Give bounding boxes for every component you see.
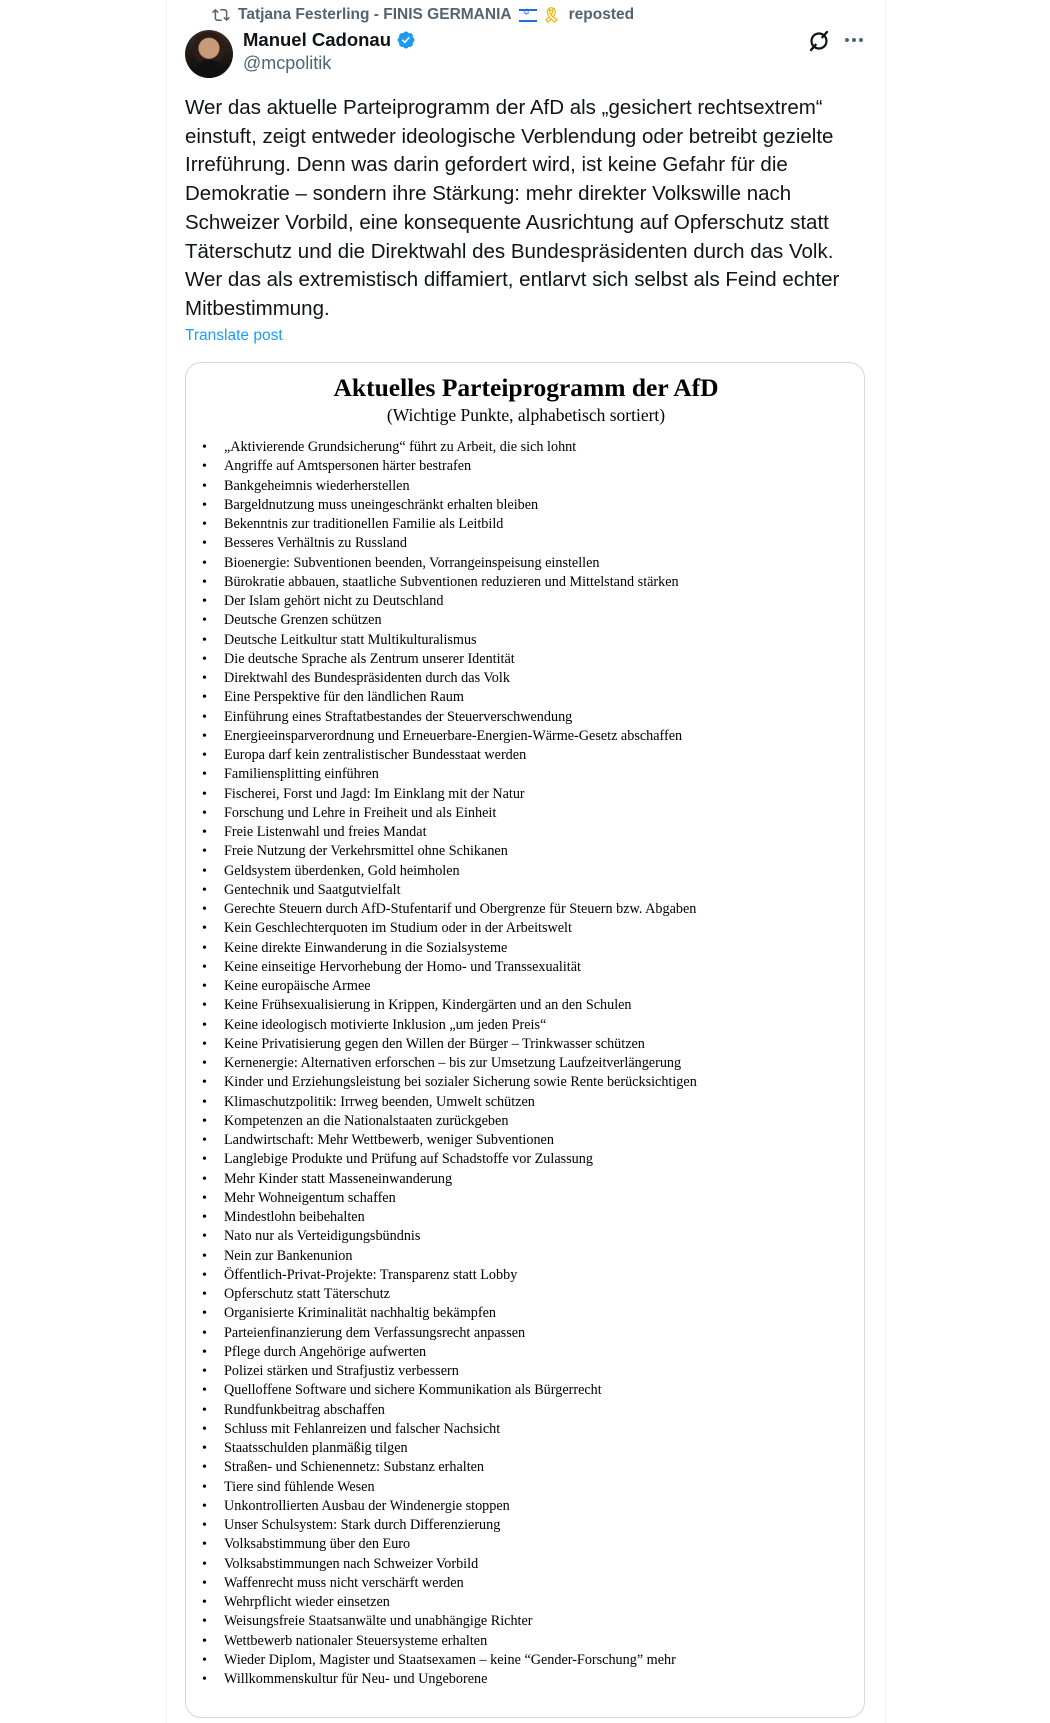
list-item: • Kompetenzen an die Nationalstaaten zurückgeben	[200, 1112, 697, 1131]
list-item: • Forschung und Lehre in Freiheit und als Einheit	[200, 804, 697, 823]
list-item: • Energieeinsparverordnung und Erneuerbare-Energien-Wärme-Gesetz abschaffen	[200, 727, 697, 746]
list-item: • Wieder Diplom, Magister und Staatsexamen – keine “Gender-Forschung” mehr	[200, 1651, 697, 1670]
list-item: • Wehrpflicht wieder einsetzen	[200, 1593, 697, 1612]
list-item: • Familiensplitting einführen	[200, 765, 697, 784]
tweet-media-image[interactable]	[185, 362, 865, 1718]
verified-badge-icon[interactable]	[396, 30, 416, 50]
tweet-text: Wer das aktuelle Parteiprogramm der AfD als „gesichert rechtsextrem“ einstuft, zeigt entweder ideologische Verblendung oder betreibt gezielte Irreführung. Denn was darin gefordert wird, ist keine Gefahr für die Demokratie – sondern ihre Stärkung: mehr direkter Volkswille nach Schweizer Vorbild, eine konsequente Ausrichtung auf Opferschutz statt Täterschutz und die Direktwahl des Bundespräsidenten durch das Volk. Wer das als extremistisch diffamiert, entlarvt sich selbst als Feind echter Mitbestimmung.	[185, 96, 840, 320]
list-item: • Öffentlich-Privat-Projekte: Transparenz statt Lobby	[200, 1266, 697, 1285]
list-item: • Langlebige Produkte und Prüfung auf Schadstoffe vor Zulassung	[200, 1150, 697, 1169]
list-item: • Keine Privatisierung gegen den Willen der Bürger – Trinkwasser schützen	[200, 1035, 697, 1054]
list-item: • Tiere sind fühlende Wesen	[200, 1478, 697, 1497]
list-item: • Deutsche Leitkultur statt Multikulturalismus	[200, 631, 697, 650]
list-item: • Parteienfinanzierung dem Verfassungsrecht anpassen	[200, 1324, 697, 1343]
repost-icon	[212, 6, 230, 24]
list-item: • Einführung eines Straftatbestandes der Steuerverschwendung	[200, 708, 697, 727]
list-item: • Gerechte Steuern durch AfD-Stufentarif und Obergrenze für Steuern bzw. Abgaben	[200, 900, 697, 919]
list-item: • Keine Frühsexualisierung in Krippen, Kindergärten und an den Schulen	[200, 996, 697, 1015]
list-item: • Polizei stärken und Strafjustiz verbessern	[200, 1362, 697, 1381]
document-subtitle: (Wichtige Punkte, alphabetisch sortiert)	[386, 405, 666, 425]
author-name-text: Manuel Cadonau	[243, 29, 392, 50]
repost-indicator[interactable]	[212, 4, 634, 26]
list-item: • Bioenergie: Subventionen beenden, Vorrangeinspeisung einstellen	[200, 554, 697, 573]
list-item: • Wettbewerb nationaler Steuersysteme erhalten	[200, 1632, 697, 1651]
list-item: • Mehr Wohneigentum schaffen	[200, 1189, 697, 1208]
list-item: • Bürokratie abbauen, staatliche Subventionen reduzieren und Mittelstand stärken	[200, 573, 697, 592]
israel-flag-icon	[519, 9, 537, 22]
list-item: • Kein Geschlechterquoten im Studium oder in der Arbeitswelt	[200, 919, 697, 938]
list-item: • Pflege durch Angehörige aufwerten	[200, 1343, 697, 1362]
list-item: • Waffenrecht muss nicht verschärft werden	[200, 1574, 697, 1593]
repost-label: reposted	[568, 6, 635, 23]
reposter-name-text: Tatjana Festerling - FINIS GERMANIA	[238, 6, 512, 23]
list-item: • Keine direkte Einwanderung in die Sozialsysteme	[200, 939, 697, 958]
list-item: • Unser Schulsystem: Stark durch Differenzierung	[200, 1516, 697, 1535]
program-points-list	[200, 438, 697, 1689]
list-item: • Nato nur als Verteidigungsbündnis	[200, 1227, 697, 1246]
list-item: • Mehr Kinder statt Masseneinwanderung	[200, 1170, 697, 1189]
list-item: • Staatsschulden planmäßig tilgen	[200, 1439, 697, 1458]
author-handle[interactable]: @mcpolitik	[243, 53, 332, 73]
list-item: • „Aktivierende Grundsicherung“ führt zu Arbeit, die sich lohnt	[200, 438, 697, 457]
list-item: • Organisierte Kriminalität nachhaltig bekämpfen	[200, 1304, 697, 1323]
list-item: • Volksabstimmung über den Euro	[200, 1535, 697, 1554]
list-item: • Der Islam gehört nicht zu Deutschland	[200, 592, 697, 611]
list-item: • Opferschutz statt Täterschutz	[200, 1285, 697, 1304]
list-item: • Klimaschutzpolitik: Irrweg beenden, Umwelt schützen	[200, 1093, 697, 1112]
list-item: • Die deutsche Sprache als Zentrum unserer Identität	[200, 650, 697, 669]
list-item: • Weisungsfreie Staatsanwälte und unabhängige Richter	[200, 1612, 697, 1631]
list-item: • Direktwahl des Bundespräsidenten durch das Volk	[200, 669, 697, 688]
list-item: • Europa darf kein zentralistischer Bundesstaat werden	[200, 746, 697, 765]
list-item: • Geldsystem überdenken, Gold heimholen	[200, 862, 697, 881]
list-item: • Landwirtschaft: Mehr Wettbewerb, weniger Subventionen	[200, 1131, 697, 1150]
list-item: • Quelloffene Software und sichere Kommunikation als Bürgerrecht	[200, 1381, 697, 1400]
author-name[interactable]	[243, 29, 416, 51]
list-item: • Mindestlohn beibehalten	[200, 1208, 697, 1227]
yellow-ribbon-icon: 🎗	[541, 6, 561, 24]
more-dot	[845, 38, 849, 42]
list-item: • Freie Listenwahl und freies Mandat	[200, 823, 697, 842]
list-item: • Nein zur Bankenunion	[200, 1247, 697, 1266]
list-item: • Kinder und Erziehungsleistung bei sozialer Sicherung sowie Rente berücksichtigen	[200, 1073, 697, 1092]
reposter-name[interactable]	[238, 6, 561, 24]
more-dot	[859, 38, 863, 42]
list-item: • Freie Nutzung der Verkehrsmittel ohne Schikanen	[200, 842, 697, 861]
list-item: • Keine einseitige Hervorhebung der Homo- und Transsexualität	[200, 958, 697, 977]
list-item: • Bargeldnutzung muss uneingeschränkt erhalten bleiben	[200, 496, 697, 515]
list-item: • Unkontrollierten Ausbau der Windenergie stoppen	[200, 1497, 697, 1516]
translate-post-link[interactable]: Translate post	[185, 327, 283, 344]
list-item: • Rundfunkbeitrag abschaffen	[200, 1401, 697, 1420]
list-item: • Besseres Verhältnis zu Russland	[200, 534, 697, 553]
list-item: • Eine Perspektive für den ländlichen Raum	[200, 688, 697, 707]
list-item: • Keine europäische Armee	[200, 977, 697, 996]
list-item: • Volksabstimmungen nach Schweizer Vorbild	[200, 1555, 697, 1574]
list-item: • Bankgeheimnis wiederherstellen	[200, 477, 697, 496]
list-item: • Keine ideologisch motivierte Inklusion „um jeden Preis“	[200, 1016, 697, 1035]
list-item: • Gentechnik und Saatgutvielfalt	[200, 881, 697, 900]
list-item: • Schluss mit Fehlanreizen und falscher Nachsicht	[200, 1420, 697, 1439]
avatar[interactable]	[185, 30, 233, 78]
document-title: Aktuelles Parteiprogramm der AfD	[333, 373, 719, 402]
more-dot	[852, 38, 856, 42]
list-item: • Angriffe auf Amtspersonen härter bestrafen	[200, 457, 697, 476]
list-item: • Fischerei, Forst und Jagd: Im Einklang mit der Natur	[200, 785, 697, 804]
more-options-icon[interactable]	[842, 28, 866, 52]
list-item: • Deutsche Grenzen schützen	[200, 611, 697, 630]
list-item: • Straßen- und Schienennetz: Substanz erhalten	[200, 1458, 697, 1477]
list-item: • Willkommenskultur für Neu- und Ungeborene	[200, 1670, 697, 1689]
list-item: • Bekenntnis zur traditionellen Familie als Leitbild	[200, 515, 697, 534]
grok-icon[interactable]	[808, 30, 830, 52]
list-item: • Kernenergie: Alternativen erforschen – bis zur Umsetzung Laufzeitverlängerung	[200, 1054, 697, 1073]
